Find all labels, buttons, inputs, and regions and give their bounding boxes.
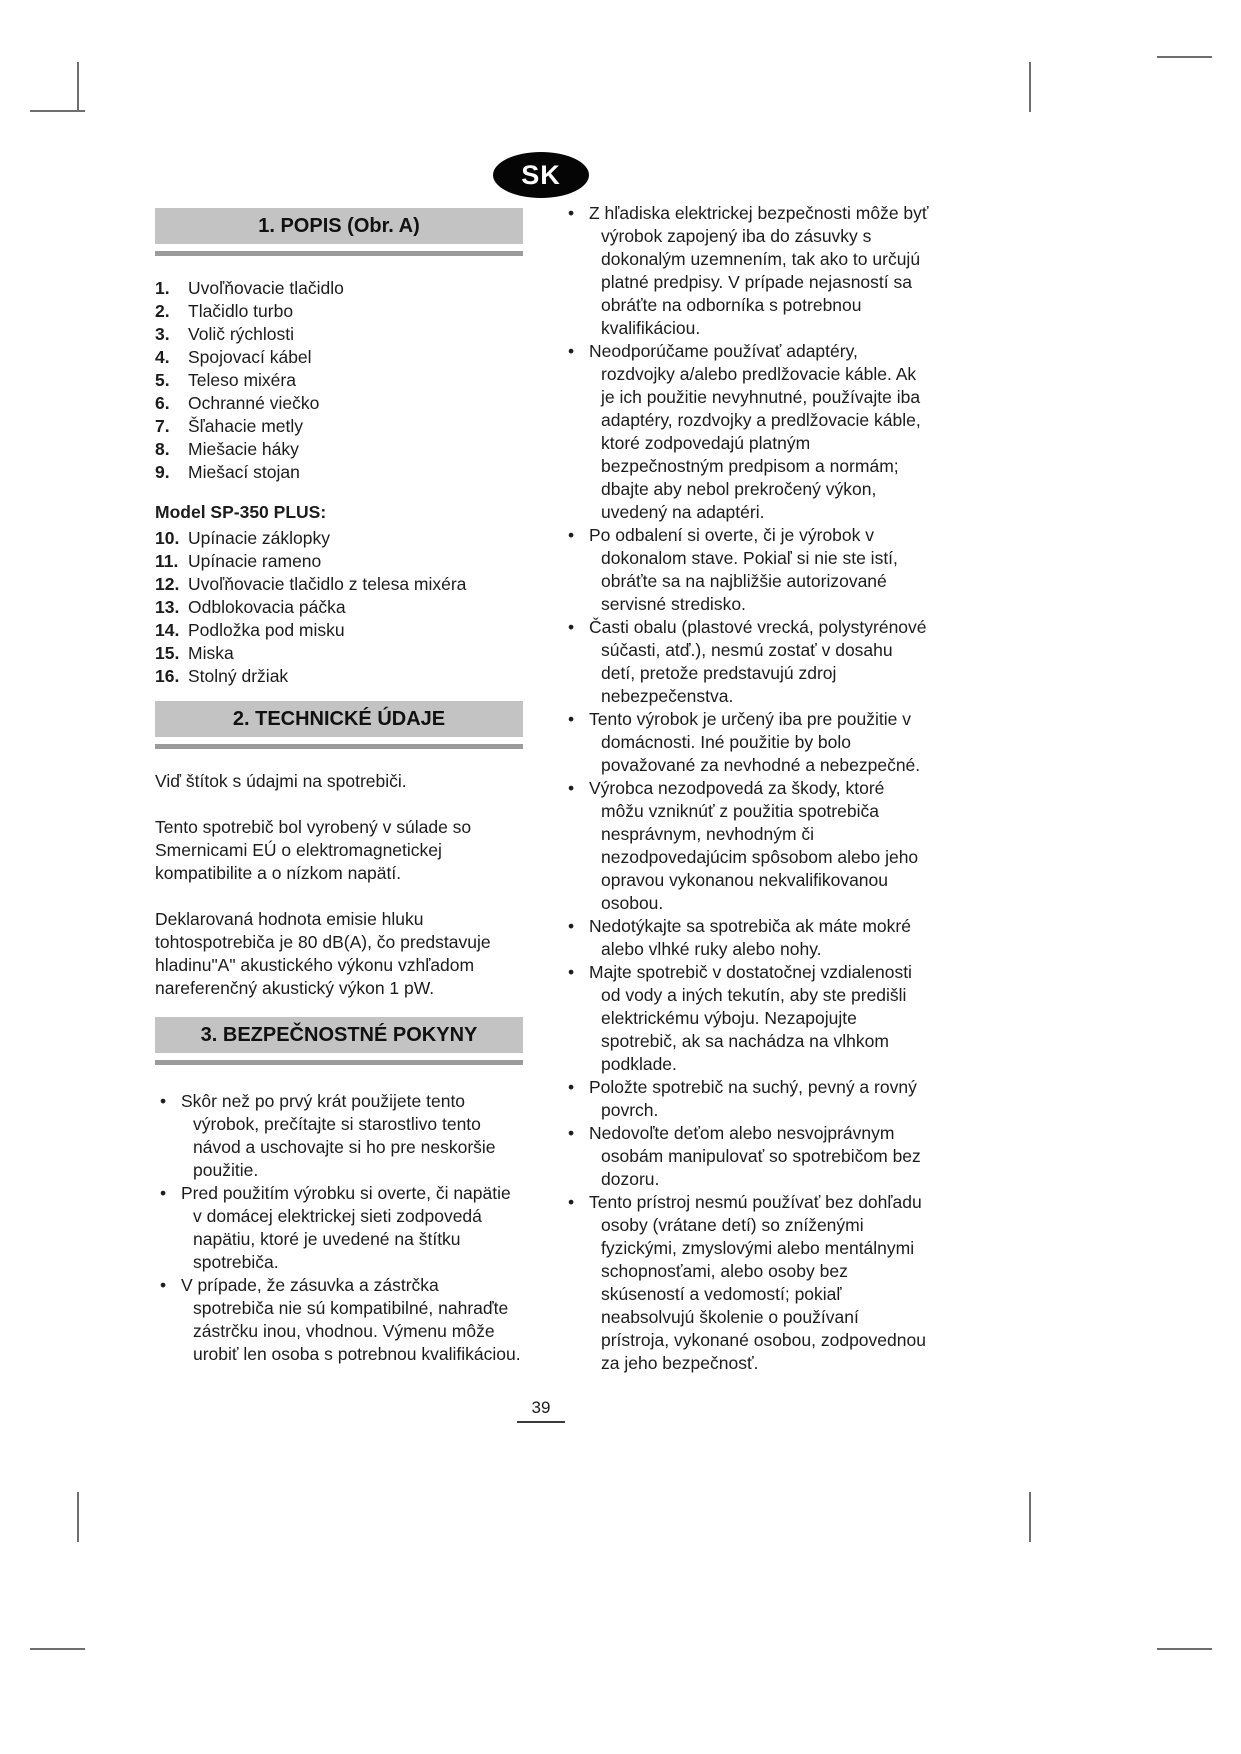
safety-bullet-item [563,524,929,616]
parts-list-item [155,323,523,346]
safety-bullet-item [563,202,929,340]
parts-list-item [155,415,523,438]
part-number: 16. [155,666,180,686]
part-number: 6. [155,393,170,413]
safety-bullet-item [563,616,929,708]
language-badge [493,152,589,198]
safety-bullet-text: Po odbalení si overte, či je výrobok v dokonalom stave. Pokiaľ si nie ste istí, obráťte sa na najbližšie autorizované servisné stredisko. [589,525,898,614]
parts-list-item [155,369,523,392]
parts-list-item [155,461,523,484]
crop-mark-top-left-horizontal [30,110,85,112]
safety-bullet-item [155,1274,523,1366]
safety-bullet-item [563,708,929,777]
part-name: Teleso mixéra [188,370,296,390]
part-number: 1. [155,278,170,298]
section-description-title-bar [155,208,523,244]
model-heading: Model SP-350 PLUS: [155,502,327,522]
section-description-rule [155,251,523,256]
parts-list-item [155,300,523,323]
safety-bullet-text: Tento prístroj nesmú používať bez dohľadu osoby (vrátane detí) so zníženými fyzickými, zmyslovými alebo mentálnymi schopnosťami, alebo osoby bez skúseností a vedomostí; pokiaľ neabsolvujú školenie o používaní prístroja, vykonané osobou, zodpovednou za jeho bezpečnosť. [589,1192,926,1373]
part-name: Spojovací kábel [188,347,312,367]
part-number: 14. [155,620,180,640]
part-name: Miešacie háky [188,439,299,459]
safety-bullet-item [155,1090,523,1182]
bullet-icon: • [568,341,575,361]
section-description-title: 1. POPIS (Obr. A) [258,215,420,237]
crop-mark-bottom-left-vertical [77,1492,79,1542]
safety-bullet-item [563,1076,929,1122]
model-parts-list-item [155,573,523,596]
section-technical-title: 2. TECHNICKÉ ÚDAJE [232,708,446,730]
part-name: Volič rýchlosti [188,324,295,344]
parts-list-item [155,438,523,461]
section-safety-title-bar [155,1017,523,1053]
bullet-icon: • [568,709,575,729]
part-number: 9. [155,462,170,482]
safety-bullet-item [563,915,929,961]
bullet-icon: • [568,1192,575,1212]
bullet-icon: • [160,1183,167,1203]
crop-mark-bottom-right-vertical [1029,1492,1031,1542]
model-parts-list-item [155,642,523,665]
safety-bullet-text: Pred použitím výrobku si overte, či napätie v domácej elektrickej sieti zodpovedá napätiu, ktoré je uvedené na štítku spotrebiča. [181,1183,511,1272]
crop-mark-top-right-horizontal [1157,56,1212,58]
part-number: 12. [155,574,180,594]
bullet-icon: • [568,525,575,545]
right-column [563,202,929,1375]
safety-bullet-item [563,1122,929,1191]
technical-paragraphs [155,770,523,1000]
safety-bullet-text: Tento výrobok je určený iba pre použitie v domácnosti. Iné použitie by bolo považované za nevhodné a nebezpečné. [589,709,921,775]
crop-mark-top-right-vertical [1029,62,1031,112]
bullet-icon: • [568,916,575,936]
part-name: Upínacie záklopky [188,528,331,548]
section-safety-title: 3. BEZPEČNOSTNÉ POKYNY [200,1024,478,1046]
technical-paragraph: Tento spotrebič bol vyrobený v súlade so Smernicami EÚ o elektromagnetickej kompatibilite a o nízkom napätí. [155,817,472,883]
left-column [155,208,523,1366]
part-number: 7. [155,416,170,436]
section-description-header [155,208,523,256]
page-footer [155,1398,927,1423]
part-name: Tlačidlo turbo [188,301,294,321]
bullet-icon: • [568,962,575,982]
safety-bullet-text: V prípade, že zásuvka a zástrčka spotrebiča nie sú kompatibilné, nahraďte zástrčku inou, vhodnou. Výmenu môže urobiť len osoba s potrebnou kvalifikáciou. [181,1275,521,1364]
technical-paragraph: Viď štítok s údajmi na spotrebiči. [155,771,407,791]
safety-bullet-text: Časti obalu (plastové vrecká, polystyrénové súčasti, atď.), nesmú zostať v dosahu detí, pretože predstavujú zdroj nebezpečenstva. [589,617,927,706]
crop-mark-bottom-right-horizontal [1157,1648,1212,1650]
safety-bullet-text: Z hľadiska elektrickej bezpečnosti môže byť výrobok zapojený iba do zásuvky s dokonalým uzemnením, tak ako to určujú platné predpisy. V prípade nejasností sa obráťte na odborníka s potrebnou kvalifikáciou. [589,203,929,338]
safety-bullet-item [563,340,929,524]
bullet-icon: • [568,778,575,798]
safety-bullet-text: Majte spotrebič v dostatočnej vzdialenosti od vody a iných tekutín, aby ste predišli elektrickému výboju. Nezapojujte spotrebič, ak sa nachádza na vlhkom podklade. [589,962,912,1074]
part-name: Upínacie rameno [188,551,322,571]
model-parts-list-item [155,665,523,688]
safety-bullet-text: Výrobca nezodpovedá za škody, ktoré môžu vzniknúť z použitia spotrebiča nesprávnym, nevhodným či nezodpovedajúcim spôsobom alebo jeho opravou vykonanou nekvalifikovanou osobou. [589,778,919,913]
part-name: Ochranné viečko [188,393,320,413]
safety-bullet-text: Neodporúčame používať adaptéry, rozdvojky a/alebo predlžovacie káble. Ak je ich použitie nevyhnutné, používajte iba adaptéry, rozdvojky a predlžovacie káble, ktoré zodpovedajú platným bezpečnostným predpisom a normám; dbajte aby nebol prekročený výkon, uvedený na adaptéri. [589,341,921,522]
bullet-icon: • [160,1275,167,1295]
bullet-icon: • [568,617,575,637]
parts-list-item [155,392,523,415]
part-name: Odblokovacia páčka [188,597,346,617]
model-parts-list [155,527,523,688]
section-technical-title-bar [155,701,523,737]
crop-mark-bottom-left-horizontal [30,1648,85,1650]
safety-bullet-item [563,1191,929,1375]
part-number: 10. [155,528,180,548]
bullet-icon: • [568,1123,575,1143]
part-name: Uvoľňovacie tlačidlo [188,278,344,298]
part-number: 8. [155,439,170,459]
part-number: 2. [155,301,170,321]
language-badge-label: SK [521,159,561,190]
safety-bullet-item [155,1182,523,1274]
bullet-icon: • [568,203,575,223]
part-number: 11. [155,551,179,571]
part-name: Uvoľňovacie tlačidlo z telesa mixéra [188,574,467,594]
section-safety-header [155,1017,523,1065]
safety-bullet-item [563,777,929,915]
parts-list-item [155,277,523,300]
model-parts-list-item [155,619,523,642]
page-number: 39 [517,1398,566,1423]
model-parts-list-item [155,550,523,573]
part-number: 3. [155,324,170,344]
part-name: Podložka pod misku [188,620,345,640]
bullet-icon: • [160,1091,167,1111]
part-number: 5. [155,370,170,390]
safety-bullets-left [155,1090,523,1366]
part-name: Miešací stojan [188,462,300,482]
safety-bullet-text: Nedovoľte deťom alebo nesvojprávnym osobám manipulovať so spotrebičom bez dozoru. [589,1123,921,1189]
safety-bullet-text: Nedotýkajte sa spotrebiča ak máte mokré alebo vlhké ruky alebo nohy. [589,916,911,959]
crop-mark-top-left-vertical [77,62,79,112]
technical-paragraph: Deklarovaná hodnota emisie hluku tohtospotrebiča je 80 dB(A), čo predstavuje hladinu"A" akustického výkonu vzhľadom nareferenčný akustický výkon 1 pW. [155,909,491,998]
safety-bullet-text: Skôr než po prvý krát použijete tento výrobok, prečítajte si starostlivo tento návod a uschovajte si ho pre neskoršie použitie. [181,1091,496,1180]
bullet-icon: • [568,1077,575,1097]
part-name: Miska [188,643,234,663]
part-number: 13. [155,597,180,617]
parts-list-item [155,346,523,369]
safety-bullet-text: Položte spotrebič na suchý, pevný a rovný povrch. [589,1077,917,1120]
safety-bullets-right [563,202,929,1375]
part-name: Stolný držiak [188,666,289,686]
section-safety-rule [155,1060,523,1065]
part-number: 4. [155,347,170,367]
section-technical-header [155,701,523,749]
parts-list [155,277,523,484]
part-number: 15. [155,643,180,663]
section-technical-rule [155,744,523,749]
model-parts-list-item [155,596,523,619]
safety-bullet-item [563,961,929,1076]
model-parts-list-item [155,527,523,550]
part-name: Šľahacie metly [188,416,304,436]
